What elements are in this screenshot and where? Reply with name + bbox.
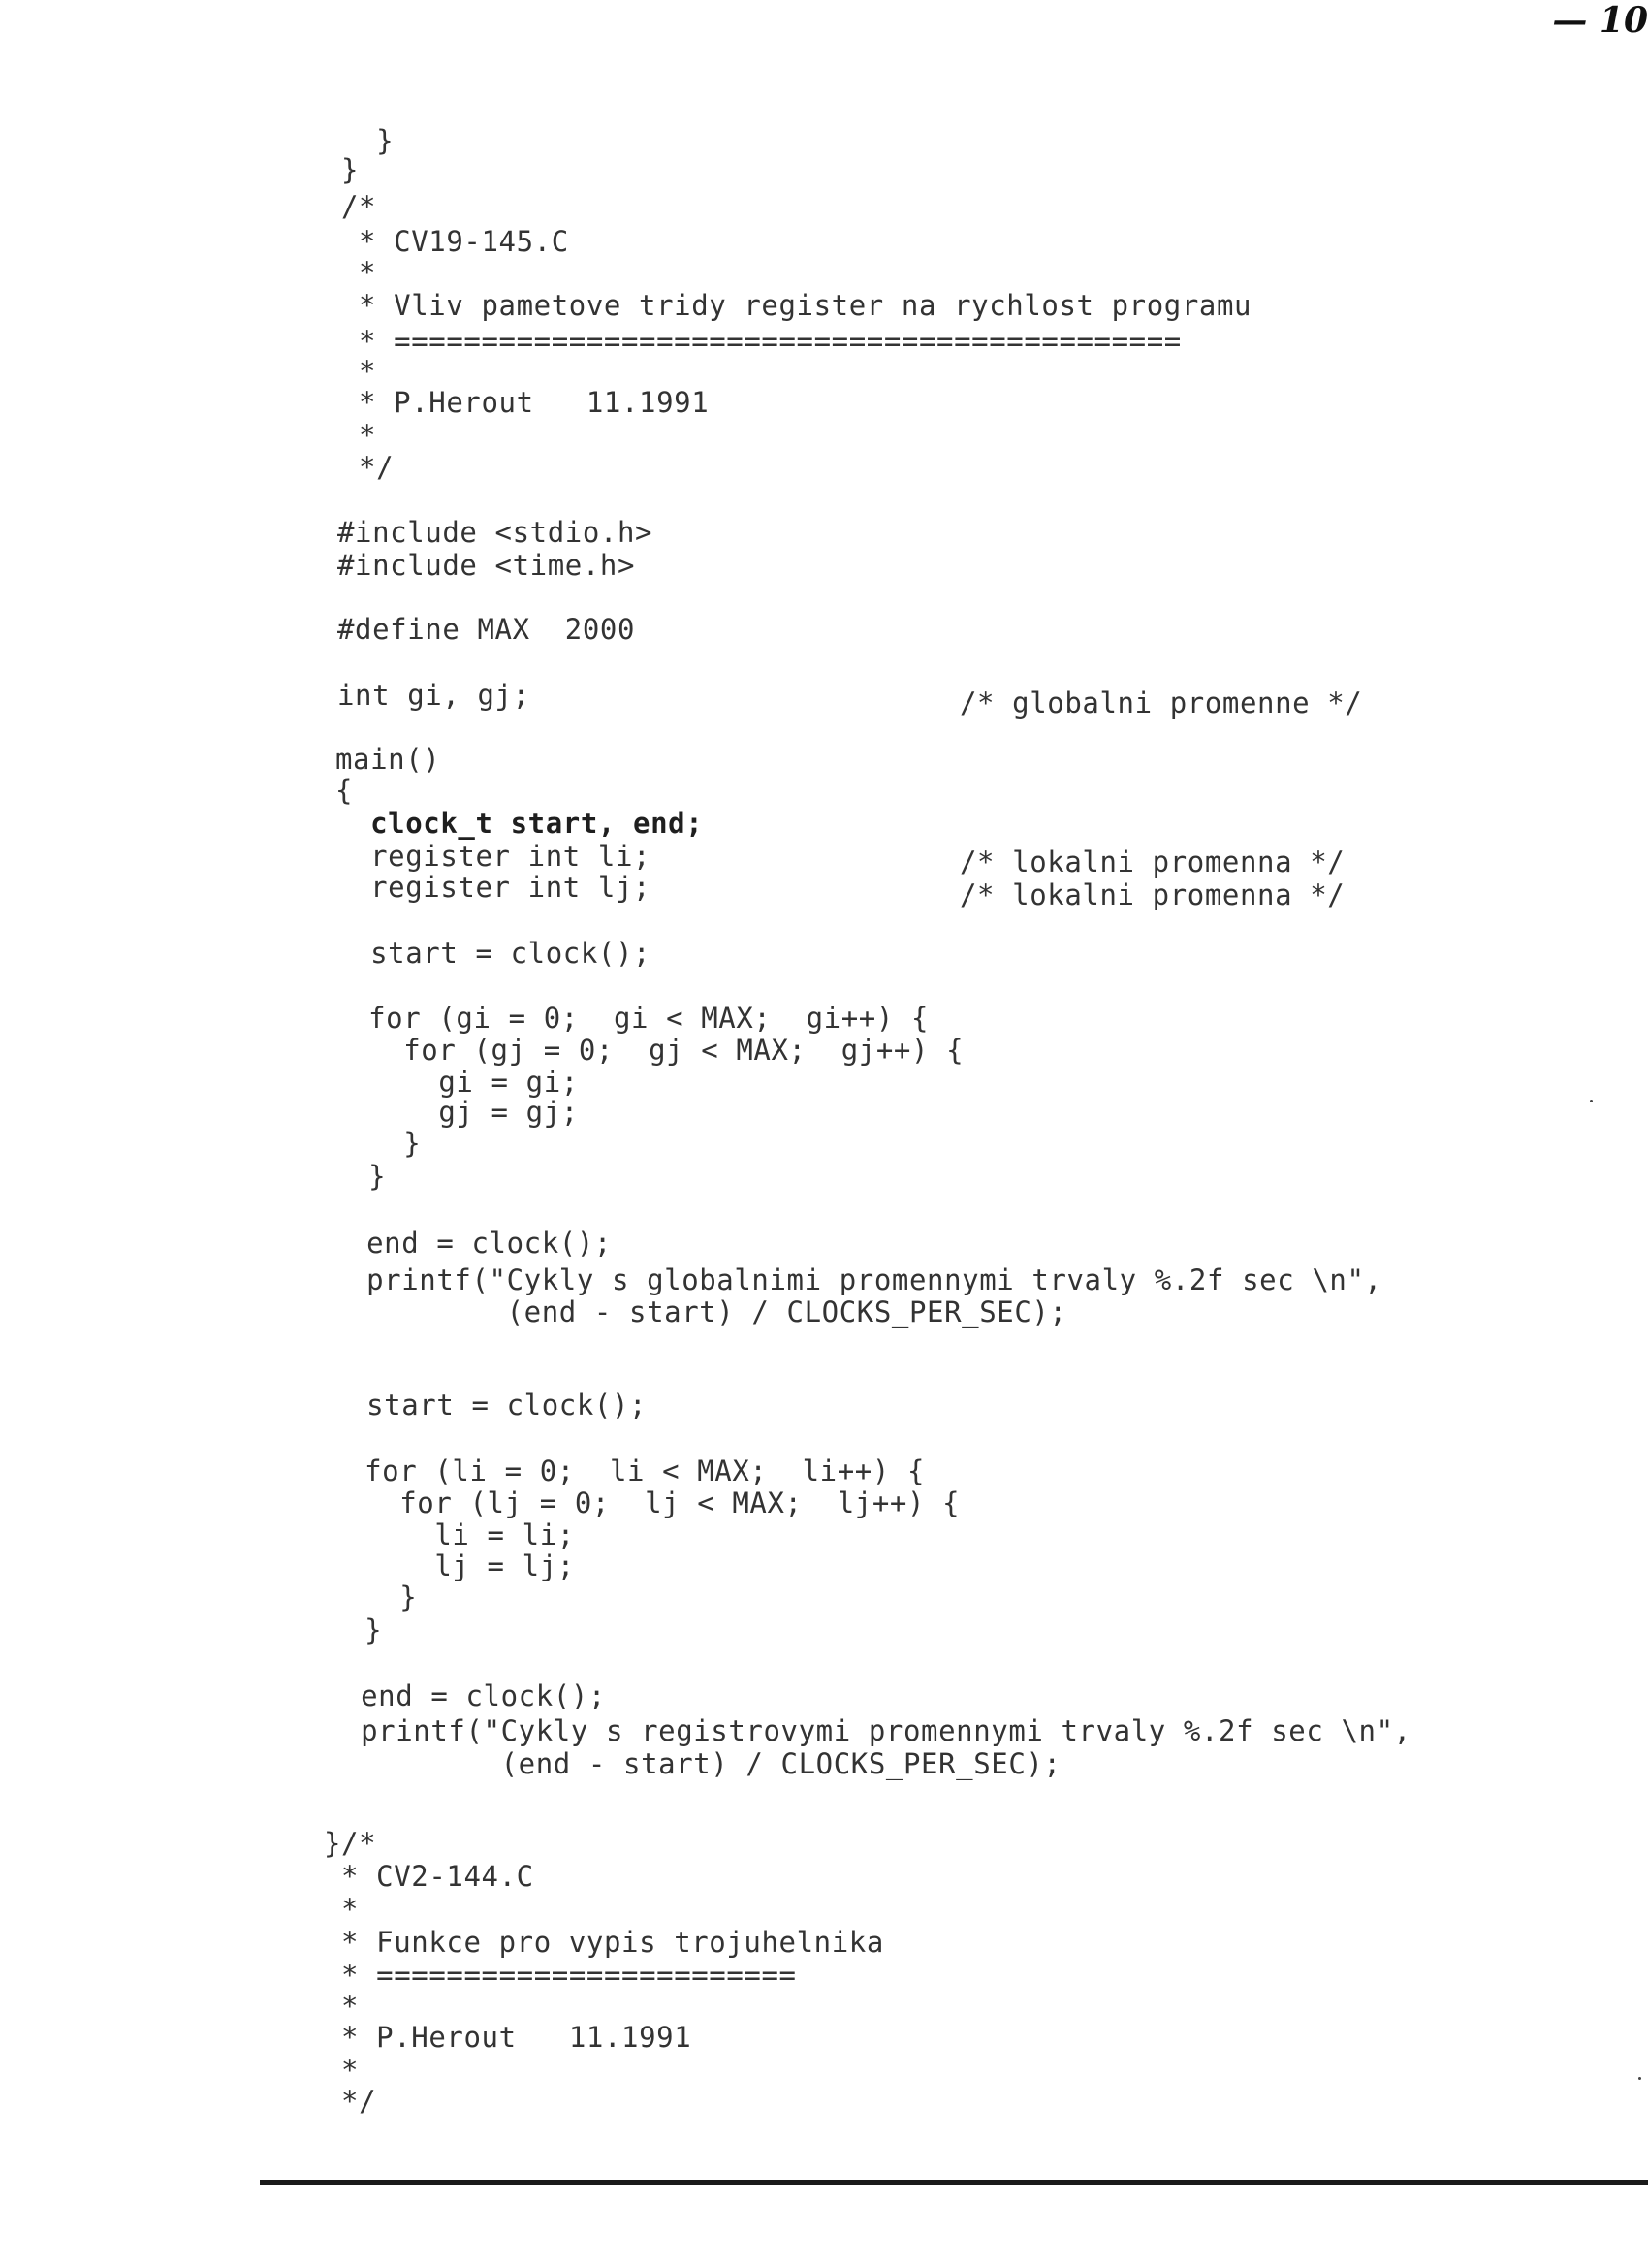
page-number: — 10 — [1552, 0, 1648, 41]
code-line: } — [341, 124, 395, 157]
code-line: { — [335, 774, 354, 807]
bottom-rule — [260, 2180, 1648, 2185]
code-line: * — [324, 1990, 360, 2023]
code-comment: /* globalni promenne */ — [960, 687, 1363, 719]
code-line: * CV2-144.C — [324, 1860, 534, 1893]
code-line: } — [330, 1613, 383, 1646]
scan-speck — [1590, 1100, 1593, 1102]
code-line: } — [330, 1581, 418, 1613]
code-line: printf("Cykly s registrovymi promennymi trvaly %.2f sec \n", — [326, 1714, 1411, 1747]
code-line: gi = gi; — [333, 1066, 579, 1099]
code-line: #include <stdio.h> — [337, 516, 653, 549]
scan-speck — [1638, 2077, 1641, 2080]
code-line: } — [333, 1160, 387, 1193]
code-line: int gi, gj; — [337, 679, 530, 712]
code-line: * — [324, 2054, 360, 2087]
code-line: */ — [324, 2085, 377, 2118]
code-line: lj = lj; — [330, 1549, 575, 1582]
code-line: (end - start) / CLOCKS_PER_SEC); — [332, 1295, 1067, 1328]
code-line: for (li = 0; li < MAX; li++) { — [330, 1454, 926, 1487]
code-line: * — [341, 419, 377, 452]
code-line: * Funkce pro vypis trojuhelnika — [324, 1926, 884, 1959]
code-line: start = clock(); — [335, 937, 651, 970]
code-line: * ======================== — [324, 1959, 797, 1992]
code-line: for (lj = 0; lj < MAX; lj++) { — [330, 1486, 961, 1519]
code-line: gj = gj; — [333, 1096, 579, 1129]
code-line: } — [341, 153, 360, 186]
code-line: clock_t start, end; — [335, 807, 704, 840]
code-line: * — [341, 355, 377, 388]
code-line: printf("Cykly s globalnimi promennymi trvaly %.2f sec \n", — [332, 1263, 1382, 1296]
code-line: end = clock(); — [326, 1679, 606, 1712]
code-line: * P.Herout 11.1991 — [341, 386, 710, 419]
code-line: li = li; — [330, 1518, 575, 1551]
code-line: * — [341, 256, 377, 289]
code-comment: /* lokalni promenna */ — [960, 878, 1346, 911]
code-line: for (gi = 0; gi < MAX; gi++) { — [333, 1002, 930, 1035]
code-line: for (gj = 0; gj < MAX; gj++) { — [333, 1034, 965, 1067]
code-line: main() — [335, 743, 441, 776]
code-line: #define MAX 2000 — [337, 613, 636, 646]
code-line: */ — [341, 451, 395, 484]
code-line: register int li; — [335, 840, 651, 873]
code-line: * — [324, 1893, 360, 1926]
code-line: }/* — [324, 1827, 377, 1860]
code-line: (end - start) / CLOCKS_PER_SEC); — [326, 1747, 1062, 1780]
code-line: #include <time.h> — [337, 549, 636, 582]
code-line: * P.Herout 11.1991 — [324, 2021, 692, 2054]
code-line: /* — [341, 190, 377, 223]
code-line: * CV19-145.C — [341, 225, 569, 258]
code-line: end = clock(); — [332, 1227, 612, 1260]
code-line: register int lj; — [335, 871, 651, 904]
code-line: } — [333, 1127, 422, 1160]
code-comment: /* lokalni promenna */ — [960, 846, 1346, 878]
code-line: * Vliv pametove tridy register na rychlost programu — [341, 289, 1252, 322]
code-line: start = clock(); — [332, 1389, 648, 1421]
code-line: * ============================================= — [341, 325, 1182, 358]
